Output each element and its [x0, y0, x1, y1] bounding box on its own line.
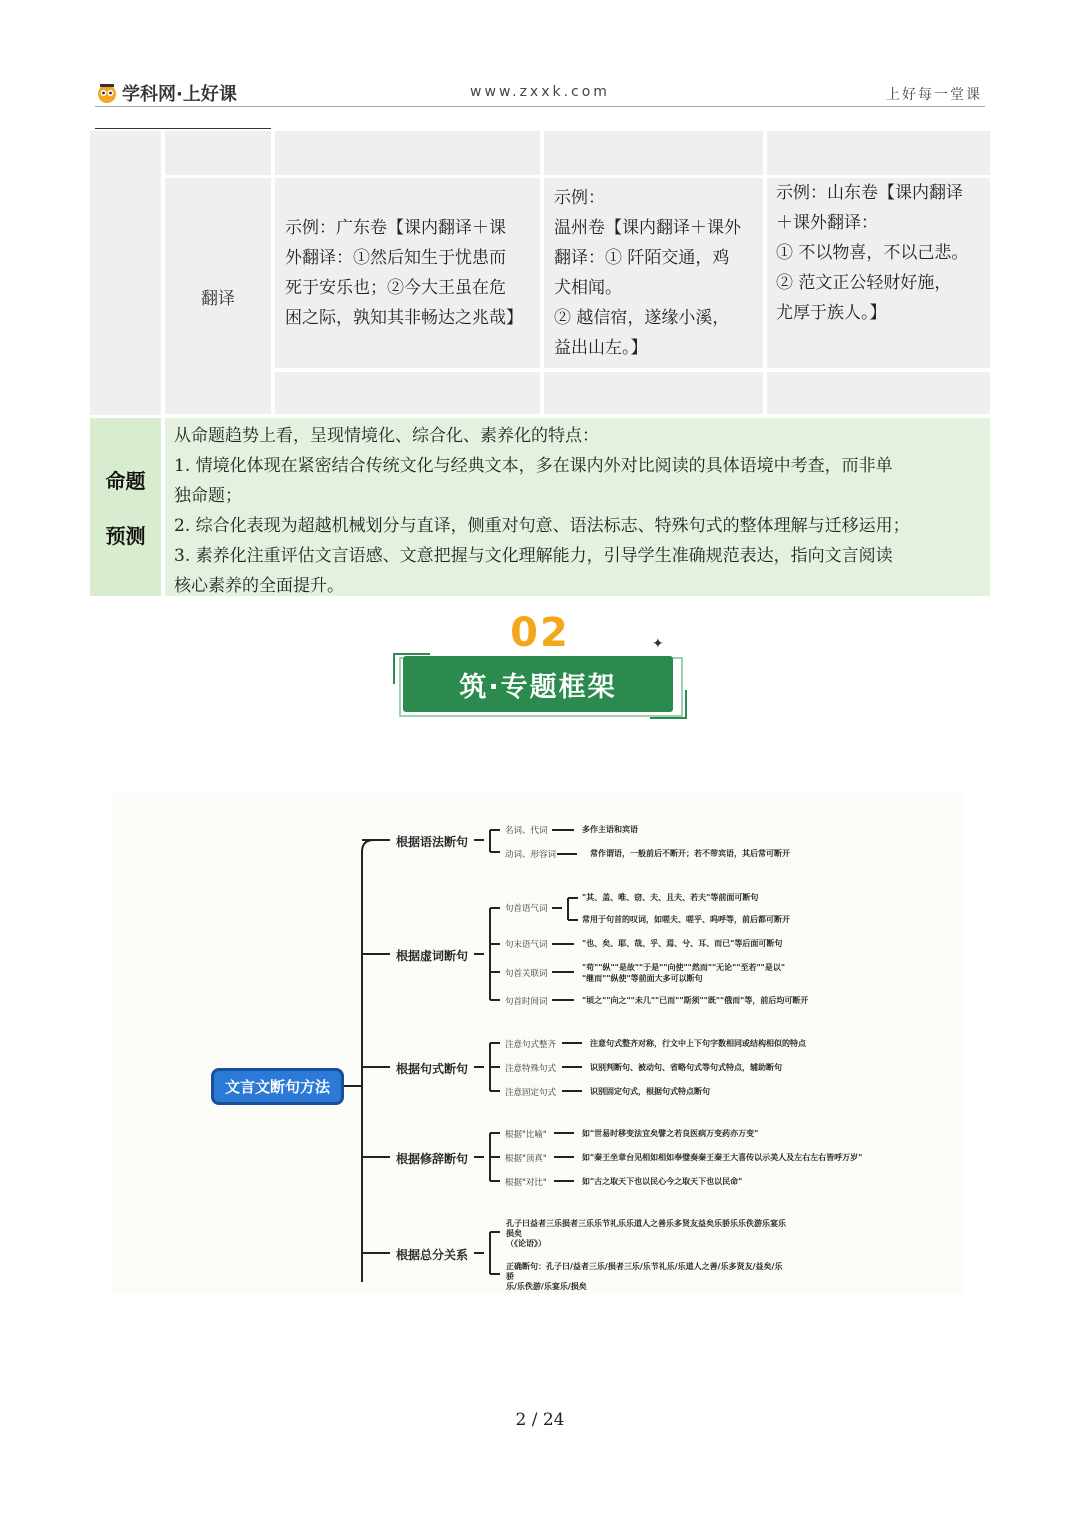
node: 句首时间词 [505, 997, 548, 1007]
mind-map-root: 文言文断句方法 [211, 1068, 344, 1105]
example-text-wenzhou: 示例： 温州卷【课内翻译＋课外 翻译：① 阡陌交通，鸡 犬相闻。 ② 越信宿，遂缘小溪， 益出山左。】 [554, 188, 741, 358]
note: "继而""纵使"等前面大多可以断句 [582, 974, 703, 983]
branch-function-words: 根据虚词断句 [396, 949, 469, 963]
note: 如"世易时移变法宜矣譬之若良医病万变药亦万变" [582, 1129, 759, 1138]
note: 常作谓语，一般前后不断开；若不带宾语，其后常可断开 [590, 849, 790, 858]
example-text-guangdong: 示例：广东卷【课内翻译＋课 外翻译：①然后知生于忧患而 死于安乐也；②今大王虽在危 困之际，孰知其非畅达之兆哉】 [285, 218, 523, 328]
logo-text: 学科网·上好课 [122, 84, 237, 105]
branch-rhetoric: 根据修辞断句 [396, 1152, 469, 1166]
branch-grammar: 根据语法断句 [396, 835, 469, 849]
blank-cell [275, 372, 540, 414]
blank-cell [544, 372, 763, 414]
page-number: 2 / 24 [515, 1410, 565, 1430]
blank-cell [767, 131, 990, 175]
note: 孔子曰益者三乐损者三乐乐节礼乐乐道人之善乐多贤友益矣乐骄乐乐佚游乐宴乐 [506, 1219, 786, 1228]
node: 动词、形容词 [505, 850, 557, 860]
example-text-shandong: 示例：山东卷【课内翻译 ＋课外翻译： ① 不以物喜，不以己悲。 ② 范文正公轻财好施， 尤厚于族人。】 [776, 183, 969, 323]
blank-cell [165, 131, 271, 175]
note: 多作主语和宾语 [582, 825, 638, 834]
left-gray-column [90, 131, 161, 415]
header-divider [95, 106, 985, 107]
node: 句首关联词 [505, 969, 548, 979]
node: 句首语气词 [505, 904, 548, 914]
note: "也、矣、耶、哉、乎、焉、兮、耳、而已"等后面可断句 [582, 939, 783, 948]
node: 根据"对比" [505, 1178, 547, 1188]
branch-total-sub: 根据总分关系 [396, 1248, 469, 1262]
prediction-label: 命题 预测 [90, 418, 161, 596]
node: 注意句式整齐 [505, 1040, 557, 1050]
node: 注意特殊句式 [505, 1064, 557, 1074]
blank-cell [544, 131, 763, 175]
note: （《论语》） [506, 1239, 546, 1248]
note: "苟""纵""是故""于是""向使""然而""无论""至若""是以" [582, 963, 786, 972]
mind-map [112, 792, 964, 1294]
note: 如"秦王坐章台见相如相如奉璧奏秦王秦王大喜传以示美人及左右左右皆呼万岁" [582, 1153, 863, 1162]
node: 名词、代词 [505, 826, 548, 836]
note: 正确断句：孔子曰/益者三乐/损者三乐/乐节礼乐/乐道人之善/乐多贤友/益矣/乐 [506, 1262, 783, 1271]
note: 注意句式整齐对称，行文中上下句字数相同或结构相似的特点 [590, 1039, 806, 1048]
note: 损矣 [506, 1229, 522, 1238]
note: 骄 [506, 1272, 514, 1281]
note: 识别固定句式，根据句式特点断句 [590, 1087, 710, 1096]
section-number: 02 [510, 610, 570, 656]
node: 注意固定句式 [505, 1088, 557, 1098]
node: 句末语气词 [505, 940, 548, 950]
note: 如"古之取天下也以民心今之取天下也以民命" [582, 1177, 743, 1186]
blank-cell [767, 372, 990, 414]
table-top-rule [95, 128, 271, 129]
translate-label: 翻译 [201, 288, 235, 309]
branch-sentence-patterns: 根据句式断句 [396, 1062, 469, 1076]
note: "顷之""向之""未几""已而""斯须""既""俄而"等，前后均可断开 [582, 996, 809, 1005]
prediction-text: 从命题趋势上看，呈现情境化、综合化、素养化的特点： 1. 情境化体现在紧密结合传统文化与经典文本，多在课内外对比阅读的具体语境中考查，而非单 独命题； 2. 综合化表现为超越机械划分与直译，侧重对句意、语法标志、特殊句式的整体理解与迁移运用； 3. 素养化注重评估文言语感、文意把握与文化理解能力，引导学生准确规范表达，指向文言阅读 核心素养的全面提升。 [165, 418, 990, 596]
blank-cell [275, 131, 540, 175]
section-title: 筑·专题框架 [403, 656, 673, 712]
site-url[interactable]: www.zxxk.com [470, 84, 610, 100]
sparkle-icon: ✦ [652, 636, 664, 652]
note: 常用于句首的叹词，如嗟夫、嗟乎、呜呼等，前后都可断开 [582, 915, 790, 924]
note: 识别判断句、被动句、省略句式等句式特点，辅助断句 [590, 1063, 782, 1072]
node: 根据"比喻" [505, 1130, 547, 1140]
node: 根据"顶真" [505, 1154, 547, 1164]
slogan: 上好每一堂课 [886, 87, 982, 103]
note: "其、盖、唯、窃、夫、且夫、若夫"等前面可断句 [582, 893, 759, 902]
note: 乐/乐佚游/乐宴乐/损矣 [506, 1282, 587, 1291]
